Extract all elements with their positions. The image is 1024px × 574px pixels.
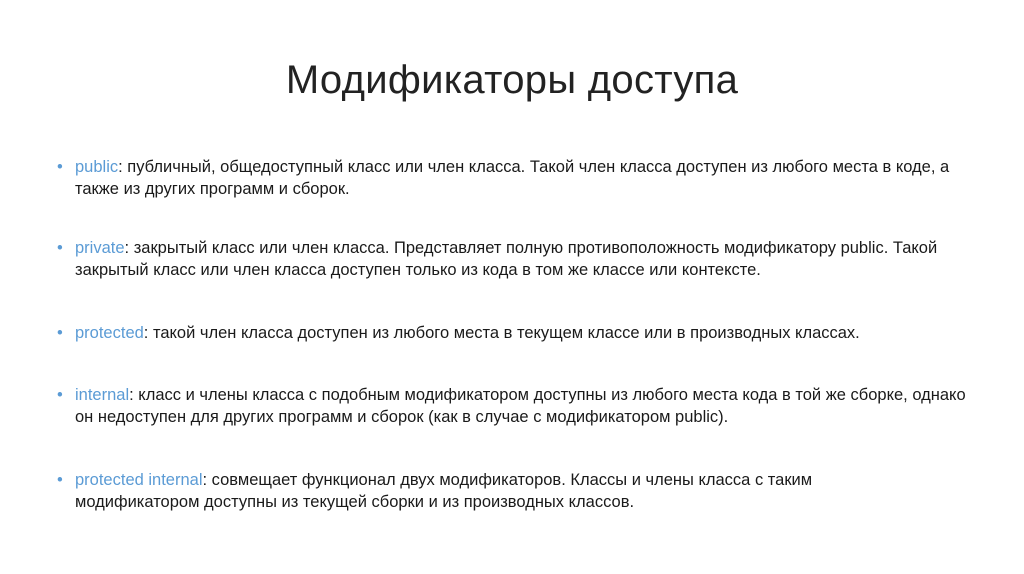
list-item-protected — [57, 322, 975, 344]
bullet-icon: • — [57, 239, 63, 257]
list-item-public — [57, 156, 970, 200]
description: : публичный, общедоступный класс или член класса. Такой член класса доступен из любого места в коде, а также из других программ и сборок. — [75, 158, 950, 198]
keyword: private — [75, 239, 125, 257]
bullet-icon: • — [57, 386, 63, 404]
bullet-icon: • — [57, 324, 63, 342]
slide-title: Модификаторы доступа — [285, 58, 739, 102]
list-item-internal — [57, 384, 975, 428]
keyword: public — [75, 158, 119, 176]
bullet-icon: • — [57, 471, 63, 489]
keyword: protected internal — [75, 471, 203, 489]
description: : класс и члены класса с подобным модификатором доступны из любого места кода в той же сборке, однако он недоступен для других программ и сборок (как в случае с модификатором public). — [75, 386, 966, 426]
list-item-protected-internal — [57, 469, 875, 513]
description: : совмещает функционал двух модификаторов. Классы и члены класса с таким модификатором доступны из текущей сборки и из производных классов. — [75, 471, 813, 511]
keyword: protected — [75, 324, 144, 342]
description: : закрытый класс или член класса. Представляет полную противоположность модификатору public. Такой закрытый класс или член класса доступен только из кода в том же классе или контексте. — [75, 239, 938, 279]
keyword: internal — [75, 386, 130, 404]
list-item-private — [57, 237, 955, 281]
description: : такой член класса доступен из любого места в текущем классе или в производных классах. — [143, 324, 860, 342]
bullet-icon: • — [57, 158, 63, 176]
